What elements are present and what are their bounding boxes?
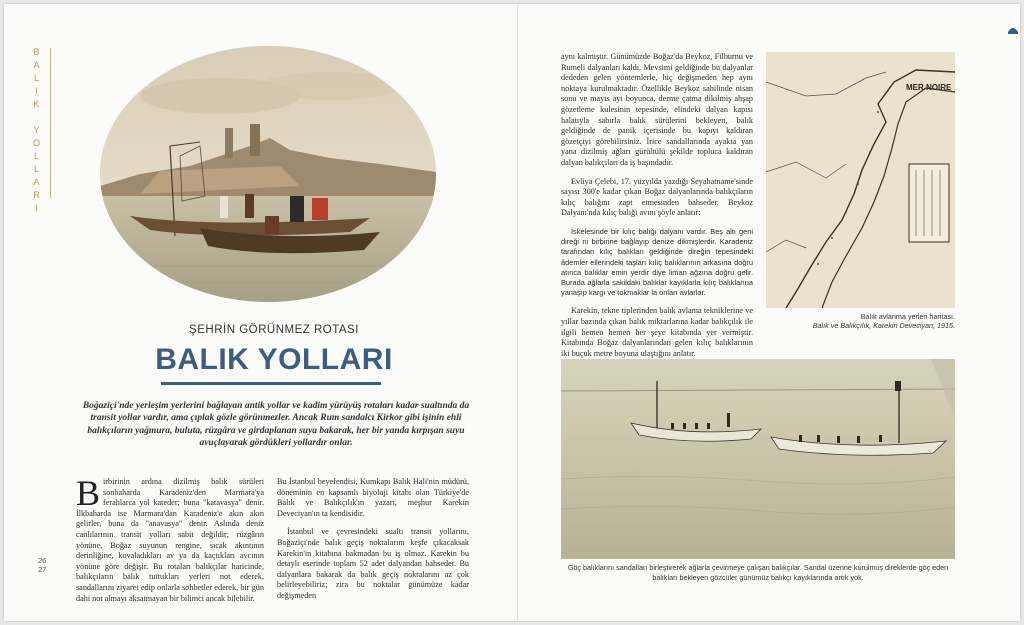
text-column-1 — [76, 473, 264, 612]
body-paragraph — [76, 473, 264, 604]
article-lead: Boğaziçi'nde yerleşim yerlerini bağlayan antik yollar ve kadim yürüyüş rotaları kadar sualtında da transit yollar vardır, ama çıplak gözle görünmezler. Ancak Rum sandalcı Kirkor gibi işinin ehli balıkçıların yağmura, buluta, rüzgâra ve girdaplanan suya bakarak, her bir yanda kırpışan suyu avuçlayarak gördükleri yollardır onlar. — [82, 401, 470, 448]
section-letter: A — [33, 177, 41, 187]
section-label-vertical — [30, 46, 44, 215]
text-column-3 — [561, 52, 753, 367]
article-kicker: ŞEHRİN GÖRÜNMEZ ROTASI — [189, 324, 359, 336]
headline-underline — [161, 382, 381, 385]
map-caption — [766, 312, 955, 330]
body-paragraph: Karekin, tekne tiplerinden balık avlama tekniklerine ve yıllar bazında çıkan balık miktarlarına kadar balıkçılık ile ilgili hemen hemen her şeye kitabında yer vermiştir. Kitabında Boğaz dalyanlarından gelen kılıç balıklarının iki buçuk metre boyuna ulaştığını anlatır. — [561, 306, 753, 358]
article-headline: BALIK YOLLARI — [155, 343, 393, 376]
page-number-left: 26 — [38, 556, 47, 565]
bosphorus-engraving — [100, 46, 436, 302]
fishermen-photo — [561, 359, 955, 559]
section-letter: Y — [33, 125, 41, 135]
photo-illustration — [561, 359, 955, 559]
body-paragraph: İstanbul ve çevresindeki sualtı transit yollarını, Boğaziçi'nde balık geçiş noktalarını keşfe çıkacaksak Karekin'in kitabına bakmadan bu iş olmaz. Karekin bu detaylı eserinde toplam 52 adet dalyandan bahseder. Bu dalyanlara bakarak da balık geçiş noktalarını az çok belirleyebiliriz; zira bu noktalar günümüze kadar değişmeden — [277, 527, 469, 600]
magazine-spread — [4, 4, 1020, 621]
section-rule — [50, 48, 51, 198]
map-caption-source: Balık ve Balıkçılık, Karekin Deveciyan, 1915. — [812, 321, 955, 330]
section-letter: I — [35, 203, 39, 213]
page-number-right: 27 — [38, 565, 47, 574]
drop-cap: B — [76, 473, 101, 513]
page-gutter — [517, 4, 518, 621]
engraving-illustration — [100, 46, 436, 302]
map-caption-line: Balık avlanma yerleri haritası. — [860, 312, 955, 321]
body-paragraph: aynı kalmıştır. Günümüzde Boğaz'da Beykoz, Filburnu ve Rumeli dalyanları kaldı. Mevsimi geldiğinde bu dalyanlar dededen gelen yöntemlerle, hiç değişmeden hep aynı noktaya kurulmaktadır. Özellikle Beykoz sahilinde nisan sonu ve mayıs ayı boyunca, derme çatma dikilmiş ahşap gözetleme kulesinin tepesinde, elindeki dalyan kapısı halatıyla sabırla balık sürülerini bekleyen, balık geldiğinde de panik içerisinde bu kapıyı kaldıran gözetçiyi görebilirsiniz. İrice sandallarında ayakta yan yana dizilmiş ağları gürültülü şekilde topluca kaldıran dalyan balıkçıları da iş başındadır. — [561, 52, 753, 167]
paragraph-text: irbirinin ardına dizilmiş balık sürüleri sonbaharda Karadeniz'den Marmara'ya ferahlarca yol kateder; buna "katavasya" denir. İlkbaharda ise Marmara'dan Karadeniz'e akın akın gelirler, buna da "anavasya" denir. Aslında deniz canlılarının transit yolları sabit değildir; rüzgârın yönüne, Boğaz suyunun rengine, sıcak akıntının derinliğine, kovaladıkları av ya da kaçtıkları avcının yönüne göre değişir. Bu rotaları balıkçılar haricinde, balıkçıların balık tuttukları yerleri not ederek, sandallarını ziyaret edip onlarla sohbetler ederek, bir gün dahi not almayı aksatmayan bir bilimci ancak bilebilir. — [76, 477, 264, 603]
map-label: MER NOIRE — [906, 83, 952, 92]
section-letter: R — [33, 190, 41, 200]
photo-caption: Göç balıklarını sandalları birleştirerek ağlarla çevirmeye çalışan balıkçılar. Sandal üzerine kurulmuş direklerde göç eden balıkları bekleyen gözcüler günümüz balıkçı kayıklarında artık yok. — [567, 563, 949, 582]
section-letter: L — [33, 73, 40, 83]
text-column-2 — [277, 477, 469, 610]
section-letter: O — [32, 138, 41, 148]
body-paragraph: Bu İstanbul beyefendisi, Kumkapı Balık Hali'nin müdürü, döneminin en kapsamlı biyoloji kitabı olan Türkiye'de Balık ve Balıkçılık'ın yazarı, meşhur Karekin Deveciyan'ın ta kendisidir. — [277, 477, 469, 518]
publisher-logo-icon — [1006, 22, 1020, 36]
section-letter: A — [33, 60, 41, 70]
section-letter: I — [35, 86, 39, 96]
fishing-map — [766, 52, 955, 308]
map-illustration — [766, 52, 955, 308]
section-letter: K — [33, 99, 41, 109]
body-paragraph: Evliya Çelebi, 17. yüzyılda yazdığı Seyahatname'sinde sayısı 300'e kadar çıkan Boğaz dalyanlarında balıkçıların kılıç balığını zapt etmesinden bahseder. Beykoz Dalyanı'nda kılıç balığı avını şöyle anlatır: — [561, 176, 753, 218]
section-letter: L — [33, 151, 40, 161]
page-numbers — [38, 556, 46, 574]
section-letter — [30, 111, 44, 124]
section-letter: L — [33, 164, 40, 174]
quote-block: İskelesinde bir kılıç balığı dalyanı vardır. Beş altı geni direği ni birbirine bağlayıp denize dikmişlerdir. Karadeniz tarafından kılıç balıkları geldiğinde direğin tepesindeki âdemler ellerindeki taşları kılıç balıklarının arkasına doğru atınca balıklar emin yerdir diye liman ağzına doğru gelir. Burada ağlarla sakildaki balıklar kayıklarla kılıç balıklarına yanaşıp kargı ve tokmaklar la onları avlarlar. — [561, 226, 753, 298]
section-letter: B — [33, 47, 41, 57]
